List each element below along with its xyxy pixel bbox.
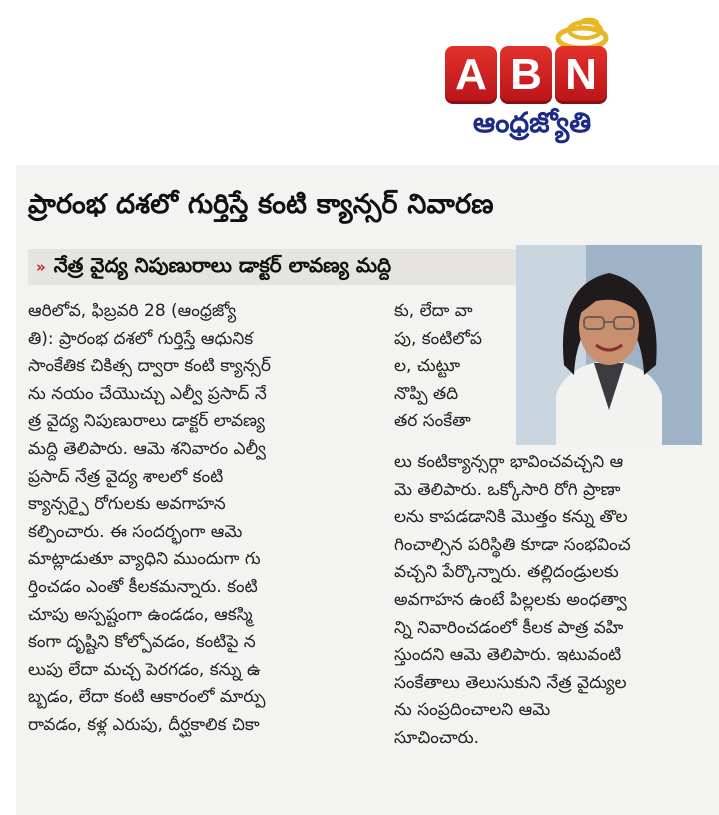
news-clipping (16, 165, 719, 815)
text-line: ఆరిలోవ, ఫిబ్రవరి 28 (ఆంధ్రజ్యో (28, 301, 237, 321)
text-line: నొప్పి తది (394, 383, 459, 404)
doctor-portrait-photo (516, 245, 702, 445)
logo-letter-b: B (500, 46, 552, 104)
double-chevron-right-icon: » (36, 258, 46, 276)
text-line: కు, లేదా వా (394, 301, 473, 321)
text-line: చూపు అస్పష్టంగా ఉండడం, ఆకస్మి (28, 604, 253, 625)
text-line: గించాల్సిన పరిస్థితి కూడా సంభవించ (394, 534, 631, 555)
text-line: ర్తించడం ఎంతో కీలకమన్నారు. కంటి (28, 576, 258, 597)
text-line: రావడం, కళ్ల ఎరుపు, దీర్ఘకాలిక చికా (28, 714, 260, 735)
text-line: మద్ది తెలిపారు. ఆమె శనివారం ఎల్వీ (28, 438, 266, 459)
masthead (0, 0, 719, 150)
text-line: తి): ప్రారంభ దశలో గుర్తిస్తే ఆధునిక (28, 328, 254, 349)
text-line: సంకేతాలు తెలుసుకుని నేత్ర వైద్యుల (394, 672, 627, 693)
text-line: ప్రసాద్ నేత్ర వైద్య శాలలో కంటి (28, 466, 224, 487)
text-line: సాంకేతిక చికిత్స ద్వారా కంటి క్యాన్సర్ (28, 356, 271, 377)
text-line: లుపు లేదా మచ్చ పెరగడం, కన్ను ఉ (28, 659, 261, 680)
logo-letter-n: N (555, 46, 607, 104)
text-line: అవగాహన ఉంటే పిల్లలకు అంధత్వా (394, 589, 627, 610)
text-line: ను నయం చేయొచ్చు ఎల్వీ ప్రసాద్ నే (28, 383, 267, 404)
text-line: పు, కంటిలోప (394, 328, 482, 349)
text-line: క్యాన్సర్పై రోగులకు అవగాహన (28, 494, 226, 515)
text-line: బ్బడం, లేదా కంటి ఆకారంలో మార్పు (28, 687, 266, 708)
article-column-2-wide (394, 449, 706, 753)
article-subhead (28, 249, 516, 285)
portrait-illustration (516, 245, 702, 445)
logo-subtitle: ఆంధ్రజ్యోతి (472, 106, 592, 139)
article-column-1 (28, 298, 388, 740)
logo-letter-a: A (445, 46, 497, 104)
text-line: ల, చుట్టూ (394, 356, 461, 377)
text-line: లను కాపడడానికి మొత్తం కన్ను తొల (394, 507, 628, 528)
text-line: సూచించారు. (394, 727, 480, 748)
article-headline: ప్రారంభ దశలో గుర్తిస్తే కంటి క్యాన్సర్ నివారణ (28, 189, 494, 220)
text-line: స్తుందని ఆమె తెలిపారు. ఇటువంటి (394, 645, 622, 666)
abn-letters (445, 46, 607, 104)
text-line: కంగా దృష్టిని కోల్పోవడం, కంటిపై న (28, 632, 256, 653)
text-line: లు కంటిక్యాన్సర్గా భావించవచ్చని ఆ (394, 452, 624, 472)
article-column-2-narrow (394, 298, 514, 436)
subhead-text: నేత్ర వైద్య నిపుణురాలు డాక్టర్ లావణ్య మద్ది (53, 252, 392, 277)
text-line: వచ్చని పేర్కొన్నారు. తల్లిదండ్రులకు (394, 562, 619, 583)
abn-andhrajyothy-logo (445, 6, 615, 146)
text-line: మాట్లాడుతూ వ్యాధిని ముందుగా గు (28, 549, 261, 570)
text-line: న్ని నివారించడంలో కీలక పాత్ర వహి (394, 617, 624, 638)
text-line: త్ర వైద్య నిపుణురాలు డాక్టర్ లావణ్య (28, 411, 265, 432)
text-line: తర సంకేతా (394, 411, 471, 432)
text-line: మె తెలిపారు. ఒక్కోసారి రోగి ప్రాణా (394, 479, 621, 500)
text-line: కల్పించారు. ఈ సందర్భంగా ఆమె (28, 521, 243, 542)
text-line: ను సంప్రదించాలని ఆమె (394, 700, 551, 721)
